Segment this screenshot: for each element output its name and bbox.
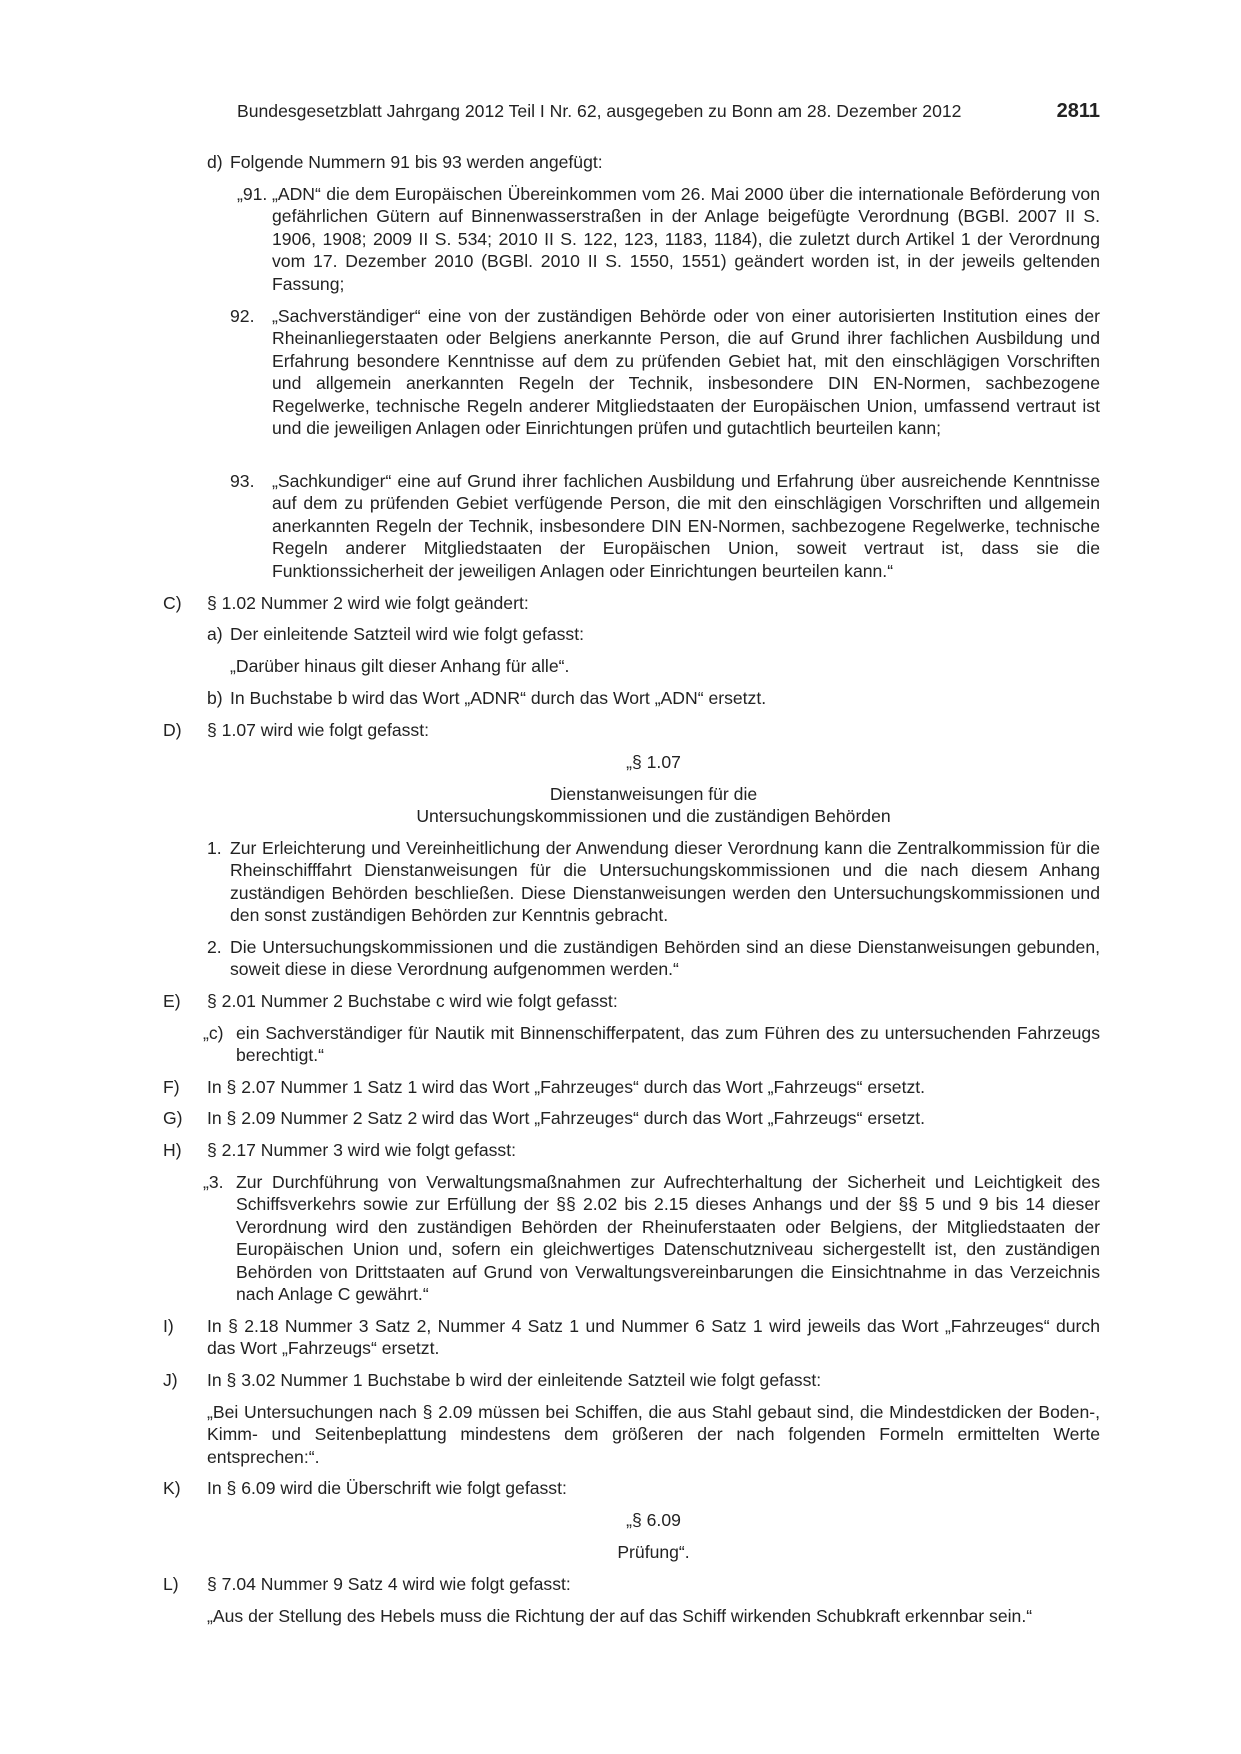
item-E-quote-number: „c) <box>203 1023 224 1043</box>
section-1-07-heading-line-2: Untersuchungskommissionen und die zuständigen Behörden <box>416 806 891 826</box>
item-L-label: L) <box>163 1574 179 1594</box>
item-D-2-number: 2. <box>207 937 222 957</box>
item-C-b-label: b) <box>207 688 223 708</box>
item-d-label: d) <box>207 152 223 172</box>
item-C-label: C) <box>163 593 182 613</box>
item-I-label: I) <box>163 1316 174 1336</box>
item-93-number: 93. <box>230 471 255 491</box>
section-6-09-heading: Prüfung“. <box>617 1542 690 1562</box>
item-91-number: „91. <box>237 184 268 204</box>
section-1-07-heading-line-1: Dienstanweisungen für die <box>549 784 758 804</box>
item-J-quote: „Bei Untersuchungen nach § 2.09 müssen bei Schiffen, die aus Stahl gebaut sind, die Mindestdicken der Boden-, Kimm- und Seitenbeplattung mindestens dem größeren der nach folgenden Formeln ermittelten Werte entsprechen:“. <box>207 1402 1100 1467</box>
item-d-text: Folgende Nummern 91 bis 93 werden angefügt: <box>230 152 603 172</box>
item-D-1-text: Zur Erleichterung und Vereinheitlichung der Anwendung dieser Verordnung kann die Zentralkommission für die Rheinschifffahrt Dienstanweisungen für die Untersuchungskommissionen und die nach diesem Anhang zuständigen Behörden beschließen. Diese Dienstanweisungen werden den Untersuchungskommissionen und den sonst zuständigen Behörden zur Kenntnis gebracht. <box>230 838 1100 926</box>
item-C-text: § 1.02 Nummer 2 wird wie folgt geändert: <box>207 593 529 613</box>
item-F-label: F) <box>163 1077 180 1097</box>
item-J-text: In § 3.02 Nummer 1 Buchstabe b wird der einleitende Satzteil wie folgt gefasst: <box>207 1370 822 1390</box>
item-C-a-quote: „Darüber hinaus gilt dieser Anhang für alle“. <box>230 656 570 676</box>
section-1-07-title: „§ 1.07 <box>626 752 681 772</box>
item-D-1-number: 1. <box>207 838 222 858</box>
item-93-text: „Sachkundiger“ eine auf Grund ihrer fachlichen Ausbildung und Erfahrung über ausreichende Kenntnisse auf dem zu prüfenden Gebiet verfügende Person, die mit den einschlägigen Vorschriften und allgemein anerkannten Regeln der Technik, insbesondere DIN EN-Normen, sachbezogene Regelwerke, technische Regeln anderer Mitgliedstaaten der Europäischen Union, soweit vertraut ist, dass sie die Funktionssicherheit der jeweiligen Anlagen oder Einrichtungen beurteilen kann.“ <box>272 471 1100 581</box>
item-G-label: G) <box>163 1108 183 1128</box>
item-H-label: H) <box>163 1140 182 1160</box>
item-C-b-text: In Buchstabe b wird das Wort „ADNR“ durch das Wort „ADN“ ersetzt. <box>230 688 767 708</box>
item-H-quote-number: „3. <box>203 1172 224 1192</box>
item-C-a-text: Der einleitende Satzteil wird wie folgt gefasst: <box>230 624 585 644</box>
item-91-text: „ADN“ die dem Europäischen Übereinkommen vom 26. Mai 2000 über die internationale Beförderung von gefährlichen Gütern auf Binnenwasserstraßen in der Anlage beigefügte Verordnung (BGBl. 2007 II S. 1906, 1908; 2009 II S. 534; 2010 II S. 122, 123, 1183, 1184), die zuletzt durch Artikel 1 der Verordnung vom 17. Dezember 2010 (BGBl. 2010 II S. 1550, 1551) geändert worden ist, in der jeweils geltenden Fassung; <box>272 184 1100 294</box>
item-C-a-label: a) <box>207 624 223 644</box>
item-92-text: „Sachverständiger“ eine von der zuständigen Behörde oder von einer autorisierten Institution eines der Rheinanliegerstaaten oder Belgiens anerkannte Person, die auf Grund ihrer fachlichen Ausbildung und Erfahrung besondere Kenntnisse auf dem zu prüfenden Gebiet hat, mit den einschlägigen Vorschriften und allgemein anerkannten Regeln der Technik, insbesondere DIN EN-Normen, sachbezogene Regelwerke, technische Regeln anderer Mitgliedstaaten der Europäischen Union, umfassend vertraut ist und die jeweiligen Anlagen oder Einrichtungen prüfen und gutachtlich beurteilen kann; <box>272 306 1100 439</box>
section-6-09-title: „§ 6.09 <box>626 1510 681 1530</box>
item-E-label: E) <box>163 991 181 1011</box>
item-H-text: § 2.17 Nummer 3 wird wie folgt gefasst: <box>207 1140 516 1160</box>
item-E-quote-text: ein Sachverständiger für Nautik mit Binnenschifferpatent, das zum Führen des zu untersuchenden Fahrzeugs berechtigt.“ <box>236 1023 1100 1066</box>
item-L-text: § 7.04 Nummer 9 Satz 4 wird wie folgt gefasst: <box>207 1574 571 1594</box>
item-D-text: § 1.07 wird wie folgt gefasst: <box>207 720 429 740</box>
header-title: Bundesgesetzblatt Jahrgang 2012 Teil I Nr. 62, ausgegeben zu Bonn am 28. Dezember 2012 <box>237 101 962 121</box>
item-F-text: In § 2.07 Nummer 1 Satz 1 wird das Wort „Fahrzeuges“ durch das Wort „Fahrzeugs“ ersetzt. <box>207 1077 926 1097</box>
item-D-label: D) <box>163 720 182 740</box>
item-D-2-text: Die Untersuchungskommissionen und die zuständigen Behörden sind an diese Dienstanweisungen gebunden, soweit diese in diese Verordnung aufgenommen werden.“ <box>230 937 1100 980</box>
item-E-text: § 2.01 Nummer 2 Buchstabe c wird wie folgt gefasst: <box>207 991 618 1011</box>
item-L-quote: „Aus der Stellung des Hebels muss die Richtung der auf das Schiff wirkenden Schubkraft erkennbar sein.“ <box>207 1606 1033 1626</box>
item-H-quote-text: Zur Durchführung von Verwaltungsmaßnahmen zur Aufrechterhaltung der Sicherheit und Leichtigkeit des Schiffsverkehrs sowie zur Erfüllung der §§ 2.02 bis 2.15 dieses Anhangs und der §§ 5 und 9 bis 14 dieser Verordnung wird den zuständigen Behörden der Rheinuferstaaten oder Belgiens, der Mitgliedstaaten der Europäischen Union und, sofern ein gleichwertiges Datenschutzniveau sichergestellt ist, den zuständigen Behörden von Drittstaaten auf Grund von Verwaltungsvereinbarungen die Einsichtnahme in das Verzeichnis nach Anlage C gewährt.“ <box>236 1172 1100 1305</box>
item-J-label: J) <box>163 1370 178 1390</box>
item-K-text: In § 6.09 wird die Überschrift wie folgt gefasst: <box>207 1478 567 1498</box>
item-I-text: In § 2.18 Nummer 3 Satz 2, Nummer 4 Satz 1 und Nummer 6 Satz 1 wird jeweils das Wort „Fahrzeuges“ durch das Wort „Fahrzeugs“ ersetzt. <box>207 1316 1100 1359</box>
item-K-label: K) <box>163 1478 181 1498</box>
item-92-number: 92. <box>230 306 255 326</box>
item-G-text: In § 2.09 Nummer 2 Satz 2 wird das Wort „Fahrzeuges“ durch das Wort „Fahrzeugs“ ersetzt. <box>207 1108 926 1128</box>
page-header <box>237 100 1100 122</box>
page-number: 2811 <box>1056 100 1100 122</box>
